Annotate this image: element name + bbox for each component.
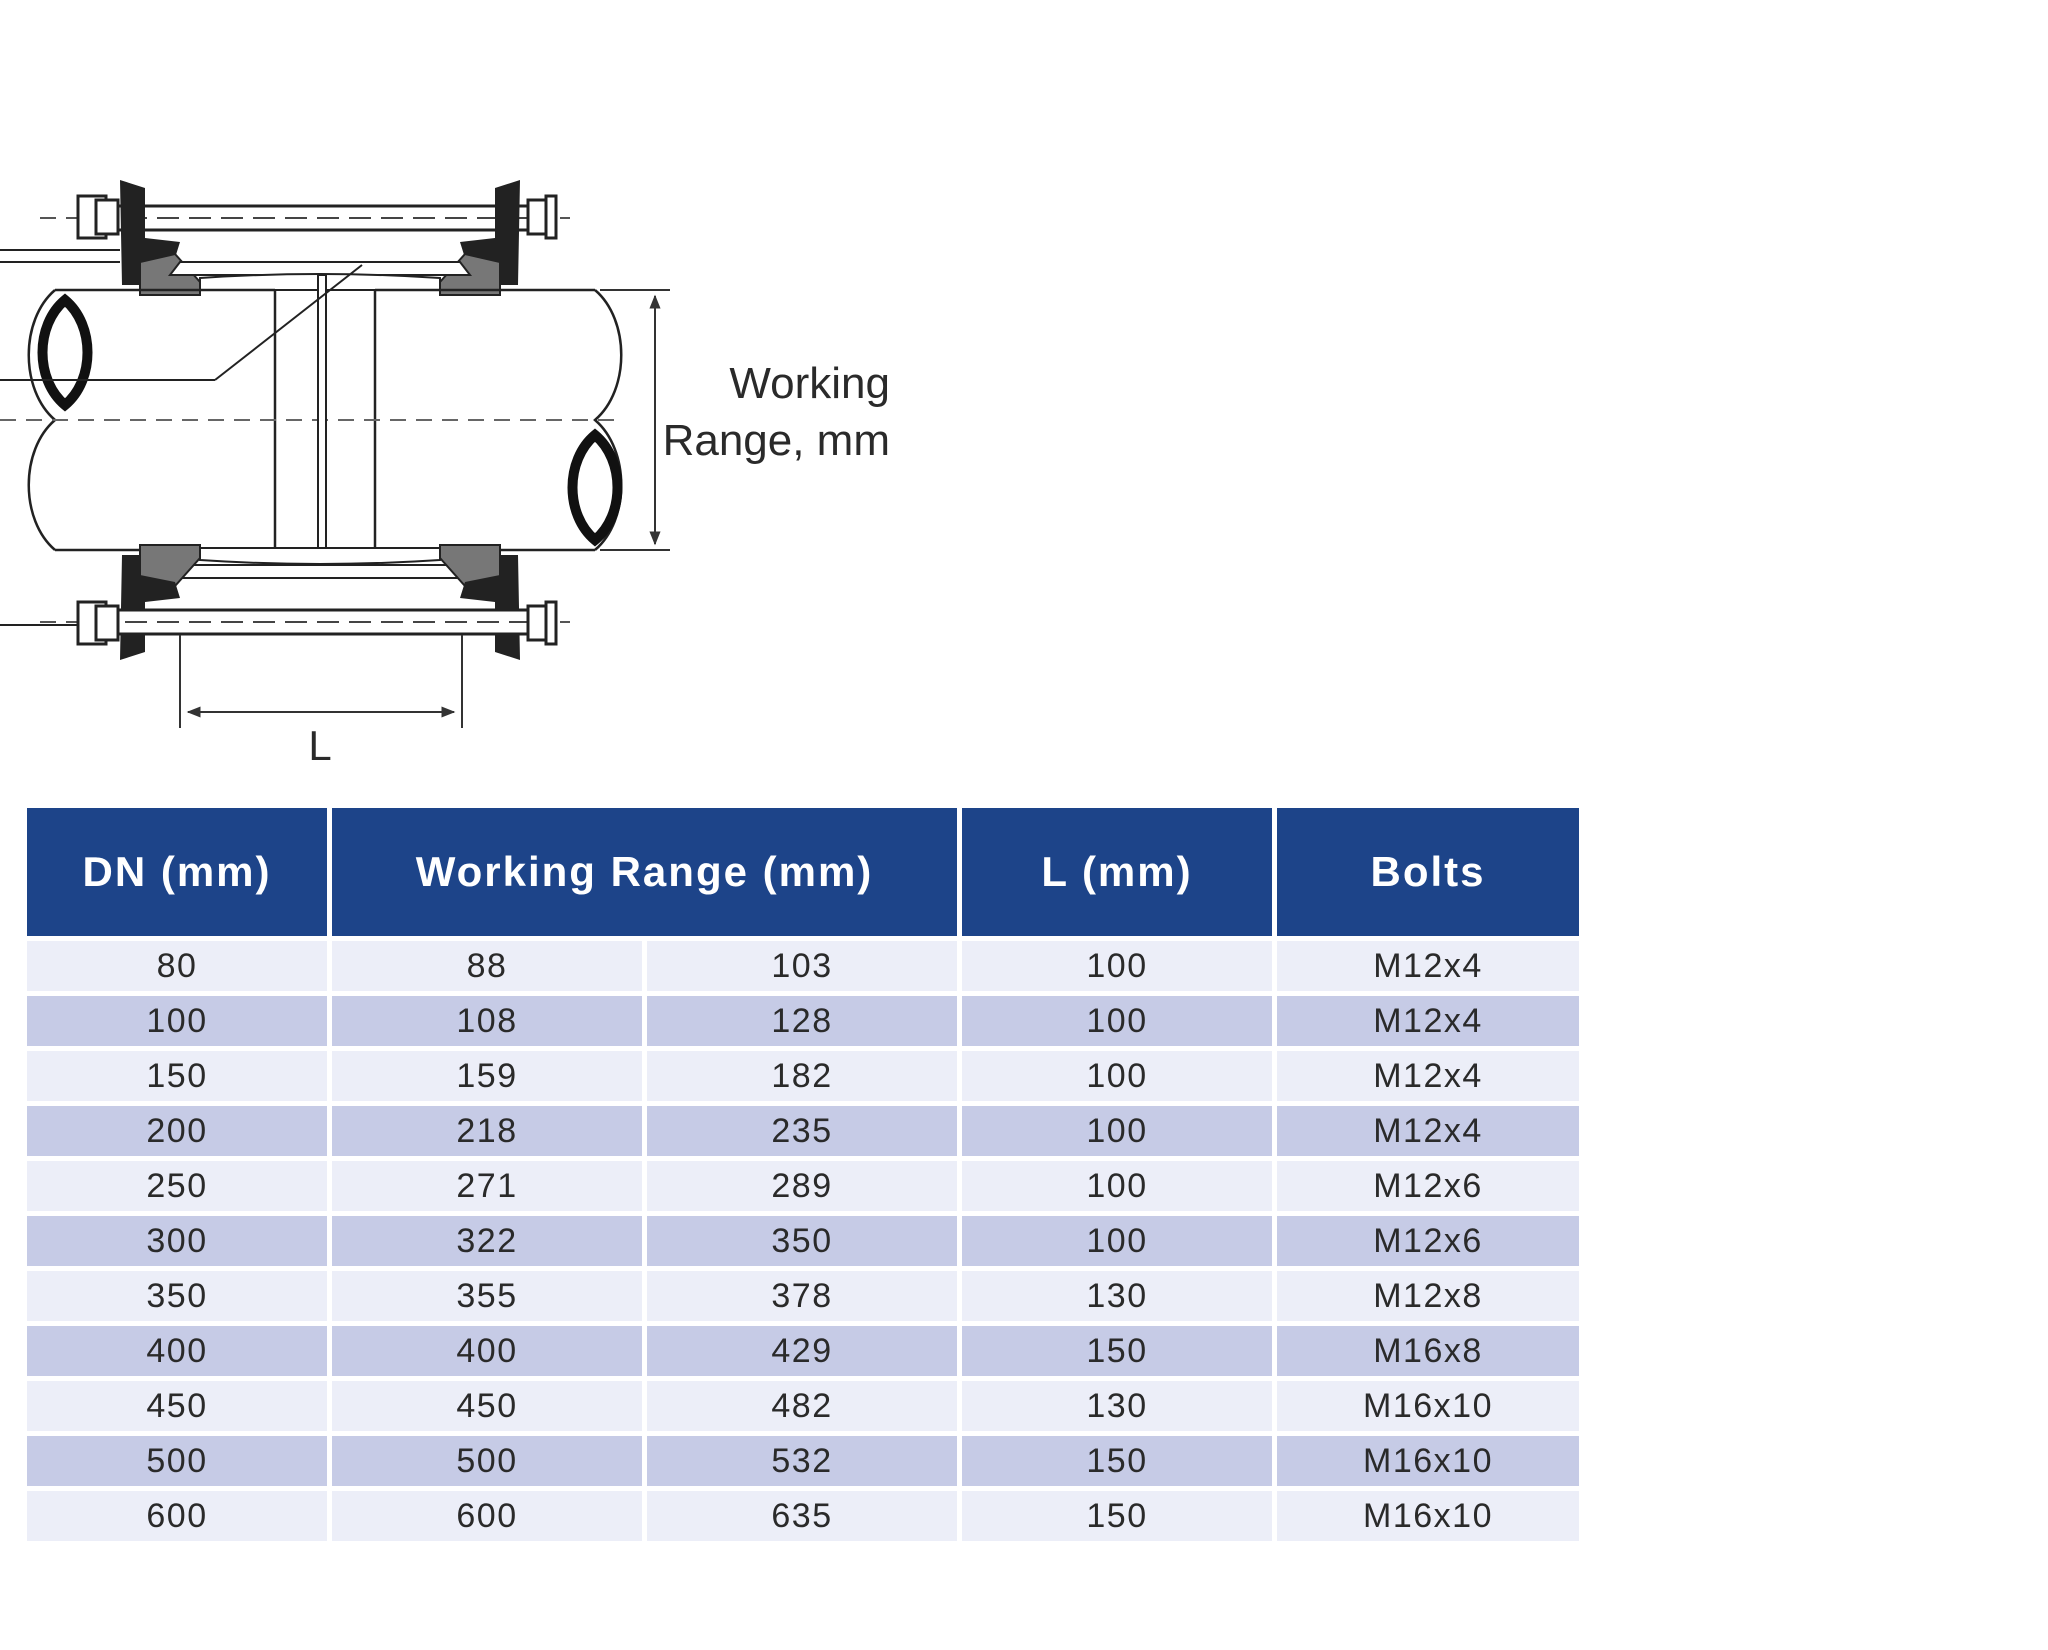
- cell-range-max: 429: [647, 1321, 957, 1376]
- cell-range-max: 128: [647, 991, 957, 1046]
- table-row: [27, 1321, 1579, 1376]
- cell-bolts: M12x6: [1277, 1156, 1579, 1211]
- cell-bolts: M16x10: [1277, 1486, 1579, 1541]
- cell-bolts: M12x6: [1277, 1211, 1579, 1266]
- table-row: [27, 1431, 1579, 1486]
- bottom-bolt-assembly: [0, 602, 570, 644]
- cell-length: 100: [962, 1101, 1272, 1156]
- cell-range-min: 500: [332, 1431, 642, 1486]
- table-header-row: [27, 808, 1579, 936]
- cell-range-max: 482: [647, 1376, 957, 1431]
- cell-bolts: M16x10: [1277, 1431, 1579, 1486]
- cell-bolts: M16x10: [1277, 1376, 1579, 1431]
- working-range-label: Working: [729, 359, 890, 408]
- centre-stop: [318, 275, 326, 565]
- header-bolts: Bolts: [1277, 808, 1579, 936]
- cell-dn: 450: [27, 1376, 327, 1431]
- working-range-unit-label: Range, mm: [662, 416, 890, 465]
- table-row: [27, 1486, 1579, 1541]
- pipe-break-right: [573, 435, 618, 540]
- cell-length: 100: [962, 991, 1272, 1046]
- cell-length: 130: [962, 1266, 1272, 1321]
- top-bolt-assembly: [40, 196, 570, 238]
- cell-range-max: 378: [647, 1266, 957, 1321]
- table-row: [27, 1101, 1579, 1156]
- header-dn: DN (mm): [27, 808, 327, 936]
- table-row: [27, 1211, 1579, 1266]
- cell-length: 100: [962, 936, 1272, 991]
- cell-range-min: 322: [332, 1211, 642, 1266]
- pipe-break-left: [43, 300, 88, 405]
- cell-range-min: 400: [332, 1321, 642, 1376]
- cell-dn: 500: [27, 1431, 327, 1486]
- header-working-range: Working Range (mm): [332, 808, 957, 936]
- cell-range-max: 635: [647, 1486, 957, 1541]
- cell-range-min: 271: [332, 1156, 642, 1211]
- coupling-specification-table: [22, 808, 1584, 1541]
- working-range-dimension: [600, 290, 890, 550]
- length-label: L: [308, 722, 332, 769]
- cell-length: 130: [962, 1376, 1272, 1431]
- cell-bolts: M12x8: [1277, 1266, 1579, 1321]
- cell-dn: 200: [27, 1101, 327, 1156]
- length-dimension: [180, 635, 462, 769]
- cell-range-max: 235: [647, 1101, 957, 1156]
- cell-length: 100: [962, 1156, 1272, 1211]
- cell-length: 150: [962, 1321, 1272, 1376]
- cell-length: 150: [962, 1431, 1272, 1486]
- cell-dn: 80: [27, 936, 327, 991]
- cell-range-max: 532: [647, 1431, 957, 1486]
- cell-length: 100: [962, 1211, 1272, 1266]
- coupling-cross-section-diagram: [0, 150, 920, 770]
- table-row: [27, 1046, 1579, 1101]
- cell-dn: 250: [27, 1156, 327, 1211]
- table-row: [27, 1156, 1579, 1211]
- table-row: [27, 1266, 1579, 1321]
- cell-range-min: 88: [332, 936, 642, 991]
- cell-dn: 300: [27, 1211, 327, 1266]
- cell-dn: 350: [27, 1266, 327, 1321]
- cell-bolts: M16x8: [1277, 1321, 1579, 1376]
- cell-bolts: M12x4: [1277, 1101, 1579, 1156]
- cell-range-min: 355: [332, 1266, 642, 1321]
- cell-length: 150: [962, 1486, 1272, 1541]
- cell-range-min: 600: [332, 1486, 642, 1541]
- cell-range-max: 350: [647, 1211, 957, 1266]
- cell-range-min: 218: [332, 1101, 642, 1156]
- cell-range-max: 289: [647, 1156, 957, 1211]
- cell-range-min: 159: [332, 1046, 642, 1101]
- table-row: [27, 1376, 1579, 1431]
- cell-range-max: 182: [647, 1046, 957, 1101]
- cell-length: 100: [962, 1046, 1272, 1101]
- cell-bolts: M12x4: [1277, 991, 1579, 1046]
- table-row: [27, 936, 1579, 991]
- cell-bolts: M12x4: [1277, 936, 1579, 991]
- cell-range-max: 103: [647, 936, 957, 991]
- cell-range-min: 450: [332, 1376, 642, 1431]
- cell-dn: 150: [27, 1046, 327, 1101]
- cell-bolts: M12x4: [1277, 1046, 1579, 1101]
- table-row: [27, 991, 1579, 1046]
- cell-dn: 400: [27, 1321, 327, 1376]
- header-length: L (mm): [962, 808, 1272, 936]
- cell-range-min: 108: [332, 991, 642, 1046]
- cell-dn: 600: [27, 1486, 327, 1541]
- cell-dn: 100: [27, 991, 327, 1046]
